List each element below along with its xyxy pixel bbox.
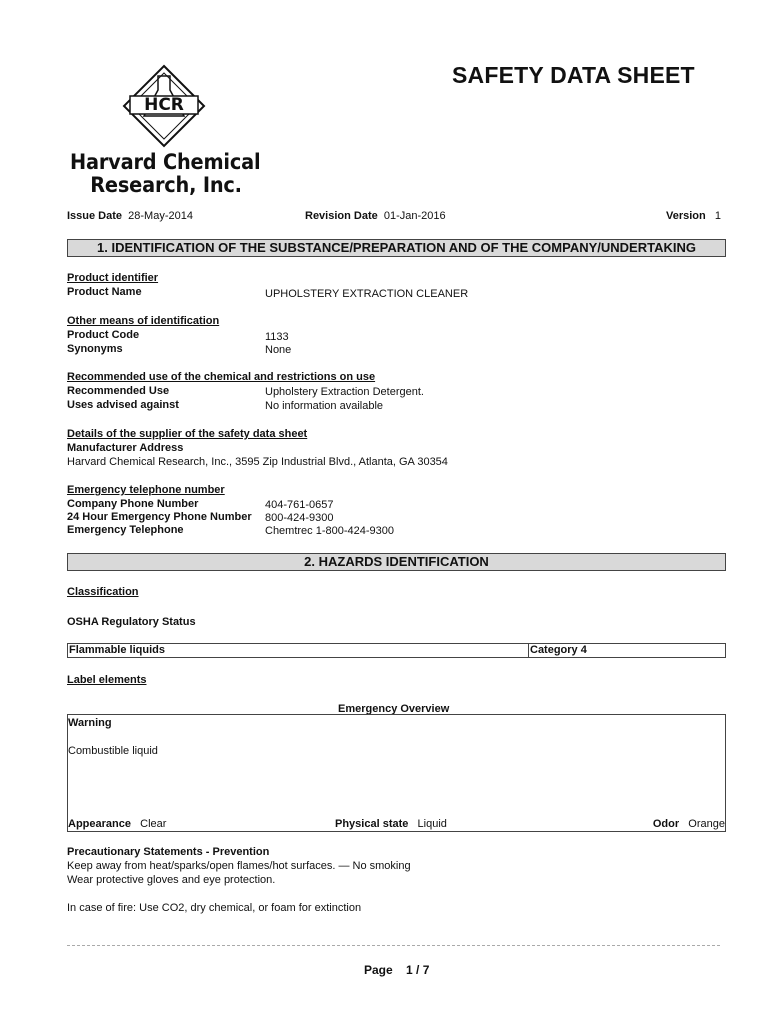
document-title: SAFETY DATA SHEET [452, 62, 695, 88]
manufacturer-address-label: Manufacturer Address [67, 442, 184, 454]
fire-statement: In case of fire: Use CO2, dry chemical, or foam for extinction [67, 902, 362, 914]
recommended-use-label: Recommended Use [67, 385, 170, 397]
emergency-overview-title: Emergency Overview [338, 703, 450, 715]
appearance-label: Appearance [68, 818, 131, 830]
odor [653, 818, 725, 830]
uses-against-label: Uses advised against [67, 399, 179, 411]
product-code-value: 1133 [265, 331, 289, 343]
product-name-value: UPHOLSTERY EXTRACTION CLEANER [265, 288, 469, 300]
recommended-use-heading: Recommended use of the chemical and restrictions on use [67, 371, 376, 383]
synonyms-label: Synonyms [67, 343, 123, 355]
page-label: Page [364, 963, 393, 977]
revision-date [305, 210, 446, 222]
company-name-line1: Harvard Chemical [70, 150, 261, 174]
precaution-statement-1: Keep away from heat/sparks/open flames/hot surfaces. — No smoking [67, 860, 411, 872]
page-value: 1 / 7 [406, 963, 430, 977]
logo-text: HCR [144, 95, 184, 115]
physical-state-label: Physical state [335, 818, 409, 830]
issue-date-label: Issue Date [67, 210, 123, 222]
odor-value: Orange [688, 818, 725, 830]
appearance-value: Clear [140, 818, 167, 830]
emergency-24h-value: 800-424-9300 [265, 512, 334, 524]
other-means-heading: Other means of identification [67, 315, 220, 327]
company-name-line2: Research, Inc. [90, 173, 242, 197]
revision-date-value: 01-Jan-2016 [383, 210, 446, 222]
appearance [68, 818, 166, 830]
product-code-label: Product Code [67, 329, 140, 341]
uses-against-value: No information available [265, 400, 384, 412]
label-elements-heading: Label elements [67, 674, 147, 686]
emergency-telephone-label: Emergency Telephone [67, 524, 184, 536]
issue-date [67, 210, 193, 222]
hazard-classification-table [67, 643, 726, 658]
version-label: Version [666, 210, 706, 222]
physical-state [335, 818, 447, 830]
physical-state-value: Liquid [417, 818, 447, 830]
hazard-class-cell: Flammable liquids [69, 644, 165, 656]
emergency-overview-box [67, 714, 726, 832]
recommended-use-value: Upholstery Extraction Detergent. [265, 386, 424, 398]
odor-label: Odor [652, 818, 680, 830]
hazard-statement: Combustible liquid [68, 745, 158, 757]
osha-status-label: OSHA Regulatory Status [67, 616, 196, 628]
version-value: 1 [714, 210, 722, 222]
section-1-heading: 1. IDENTIFICATION OF THE SUBSTANCE/PREPARATION AND OF THE COMPANY/UNDERTAKING [67, 239, 726, 257]
product-name-label: Product Name [67, 286, 142, 298]
version [666, 210, 721, 222]
signal-word: Warning [68, 717, 112, 729]
section-2-heading: 2. HAZARDS IDENTIFICATION [67, 553, 726, 571]
emergency-telephone-value: Chemtrec 1-800-424-9300 [265, 525, 395, 537]
issue-date-value: 28-May-2014 [128, 210, 193, 222]
precautionary-prevention-heading: Precautionary Statements - Prevention [67, 846, 270, 858]
product-identifier-heading: Product identifier [67, 272, 159, 284]
footer-divider [67, 945, 720, 946]
table-divider [528, 644, 529, 657]
company-name [70, 151, 260, 197]
hazard-category-cell: Category 4 [530, 644, 587, 656]
page-number [364, 963, 429, 977]
synonyms-value: None [265, 344, 292, 356]
revision-date-label: Revision Date [305, 210, 378, 222]
emergency-24h-label: 24 Hour Emergency Phone Number [67, 511, 252, 523]
company-phone-value: 404-761-0657 [265, 499, 334, 511]
precaution-statement-2: Wear protective gloves and eye protection. [67, 874, 276, 886]
company-phone-label: Company Phone Number [67, 498, 199, 510]
classification-heading: Classification [67, 586, 139, 598]
emergency-phone-heading: Emergency telephone number [67, 484, 225, 496]
manufacturer-address-value: Harvard Chemical Research, Inc., 3595 Zip Industrial Blvd., Atlanta, GA 30354 [67, 456, 448, 468]
supplier-heading: Details of the supplier of the safety data sheet [67, 428, 308, 440]
